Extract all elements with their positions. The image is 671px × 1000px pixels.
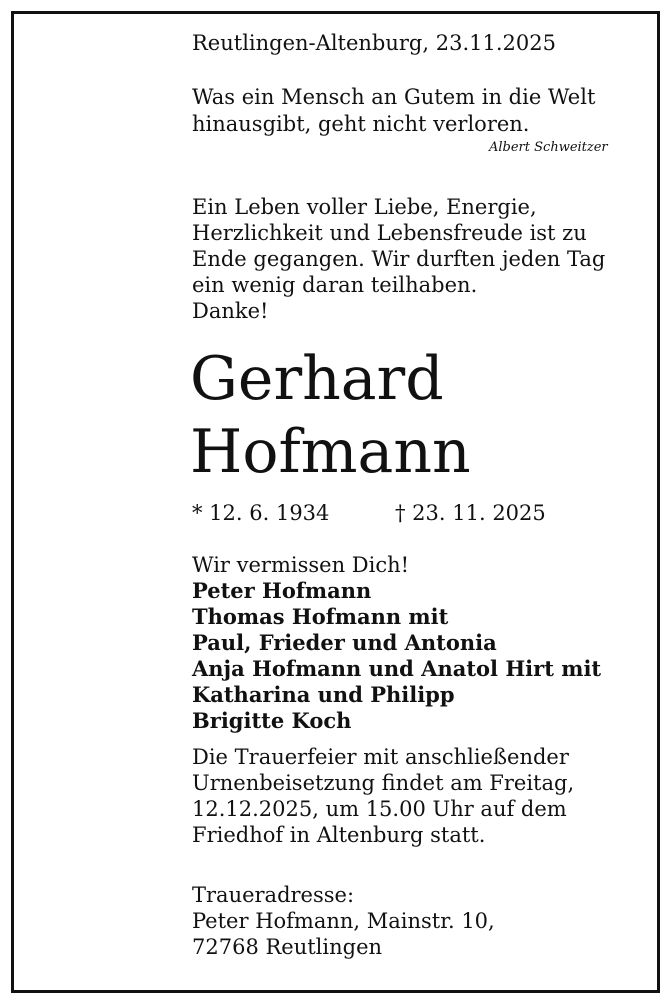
mourners-intro: Wir vermissen Dich! [192,553,410,577]
mourner-name: Paul, Frieder und Antonia [192,630,497,655]
quote-author: Albert Schweitzer [489,140,608,155]
death-date: † 23. 11. 2025 [395,501,546,525]
place-date: Reutlingen-Altenburg, 23.11.2025 [192,31,556,55]
mourner-name: Anja Hofmann und Anatol Hirt mit [192,656,602,681]
funeral-line: Urnenbeisetzung findet am Freitag, [192,771,575,795]
funeral-line: 12.12.2025, um 15.00 Uhr auf dem [192,797,567,821]
tribute-line: ein wenig daran teilhaben. [192,273,478,297]
mourner-name: Katharina und Philipp [192,682,455,707]
birth-date: * 12. 6. 1934 [192,501,330,525]
funeral-line: Die Trauerfeier mit anschließender [192,745,569,769]
mourner-name: Thomas Hofmann mit [192,604,449,629]
address-line: Peter Hofmann, Mainstr. 10, [192,909,495,933]
tribute-line: Herzlichkeit und Lebensfreude ist zu [192,221,587,245]
address-label: Traueradresse: [192,883,355,907]
tribute-line: Ende gegangen. Wir durften jeden Tag [192,247,606,271]
quote-line: Was ein Mensch an Gutem in die Welt [192,85,596,109]
deceased-first-name: Gerhard [190,344,444,414]
mourner-name: Peter Hofmann [192,578,372,603]
funeral-line: Friedhof in Altenburg statt. [192,823,486,847]
quote-line: hinausgibt, geht nicht verloren. [192,112,530,136]
address-line: 72768 Reutlingen [192,935,383,959]
deceased-last-name: Hofmann [190,417,471,487]
mourner-name: Brigitte Koch [192,708,352,733]
tribute-line: Ein Leben voller Liebe, Energie, [192,195,537,219]
tribute-line: Danke! [192,299,269,323]
